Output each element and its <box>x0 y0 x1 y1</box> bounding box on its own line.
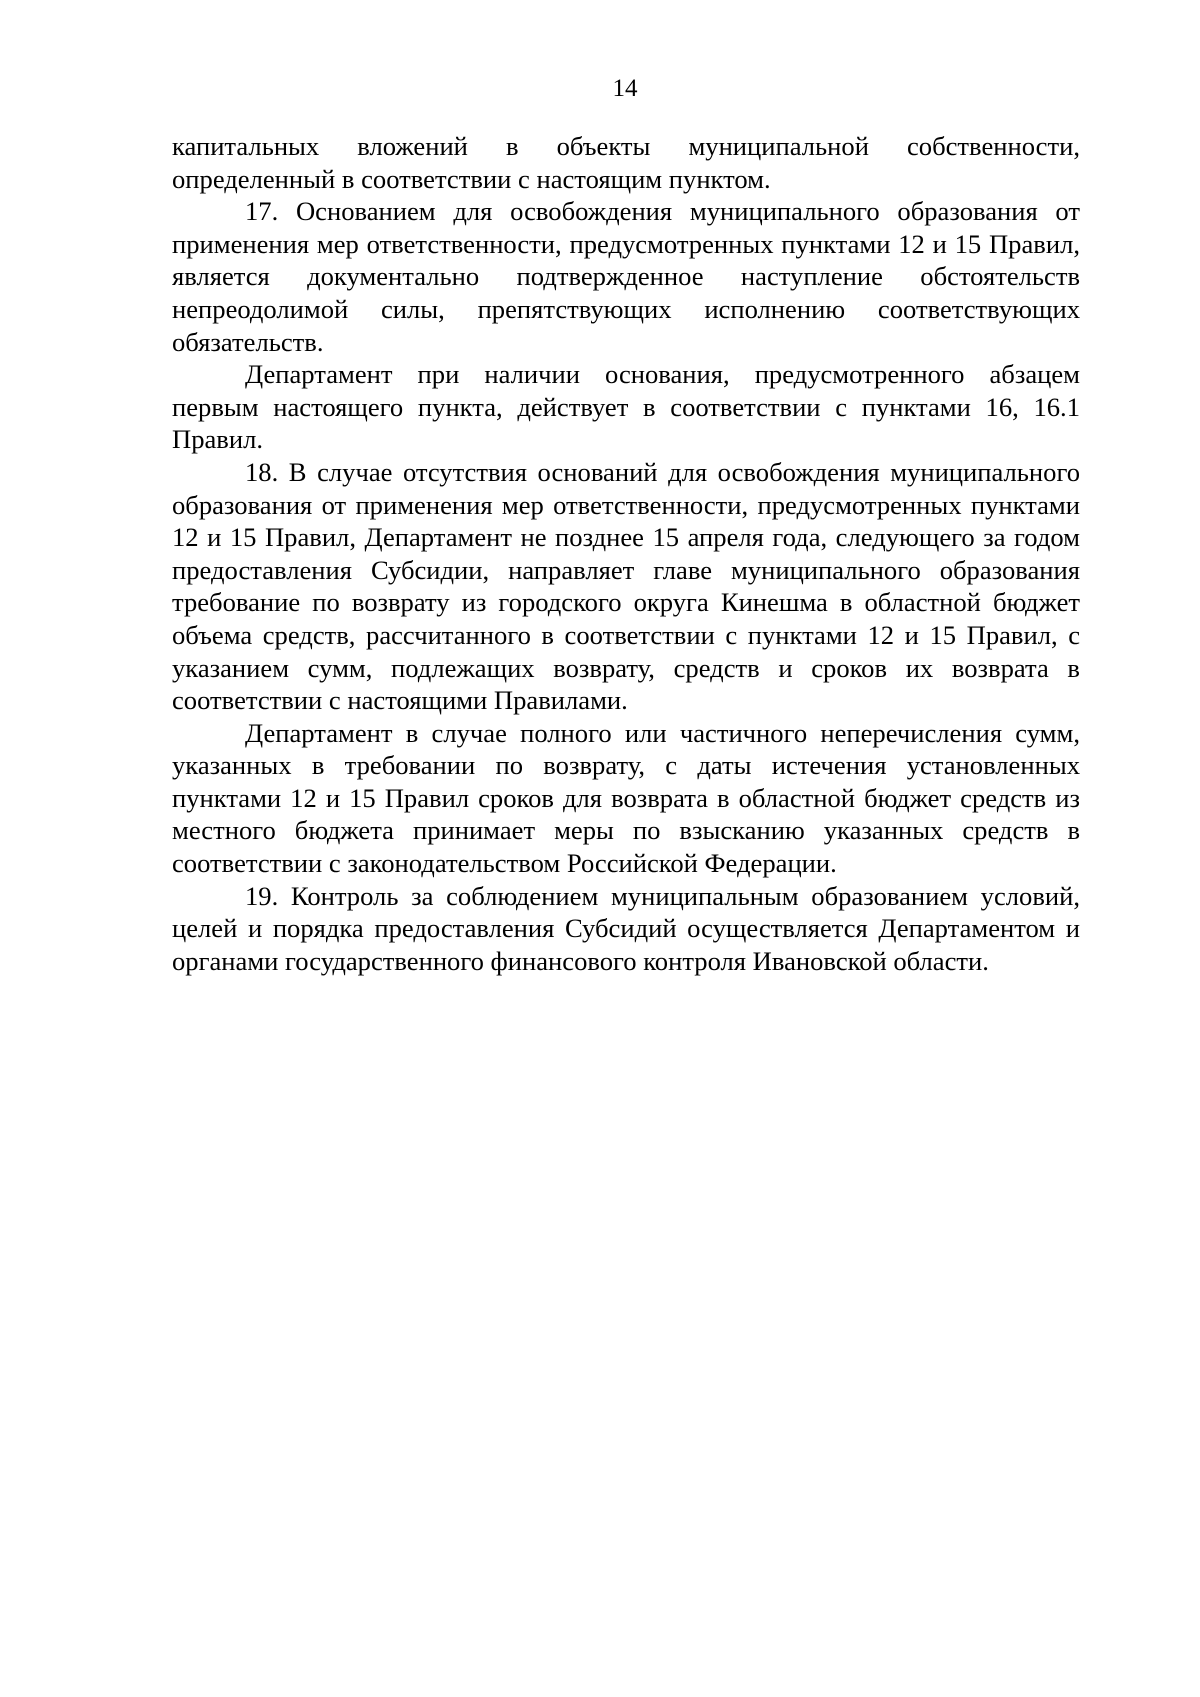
paragraph-department-action: Департамент при наличии основания, предусмотренного абзацем первым настоящего пункта, действует в соответствии с пунктами 16, 16.1 Правил. <box>172 359 1080 455</box>
paragraph-item-19: 19. Контроль за соблюдением муниципальным образованием условий, целей и порядка предоставления Субсидий осуществляется Департаментом и органами государственного финансового контроля Ивановской области. <box>172 880 1080 976</box>
paragraph-item-17: 17. Основанием для освобождения муниципального образования от применения мер ответственности, предусмотренных пунктами 12 и 15 Правил, является документально подтвержденное наступление обстоятельств непреодолимой силы, препятствующих исполнению соответствующих обязательств. <box>172 196 1080 357</box>
paragraph-recovery-measures: Департамент в случае полного или частичного неперечисления сумм, указанных в требовании по возврату, с даты истечения установленных пунктами 12 и 15 Правил сроков для возврата в областной бюджет средств из местного бюджета принимает меры по взысканию указанных средств в соответствии с законодательством Российской Федерации. <box>172 717 1080 879</box>
document-body <box>172 130 1080 977</box>
page-number: 14 <box>612 75 638 102</box>
paragraph-item-18: 18. В случае отсутствия оснований для освобождения муниципального образования от применения мер ответственности, предусмотренных пунктами 12 и 15 Правил, Департамент не позднее 15 апреля года, следующего за годом предоставления Субсидии, направляет главе муниципального образования требование по возврату из городского округа Кинешма в областной бюджет объема средств, рассчитанного в соответствии с пунктами 12 и 15 Правил, с указанием сумм, подлежащих возврату, средств и сроков их возврата в соответствии с настоящими Правилами. <box>172 456 1080 716</box>
paragraph-continuation: капитальных вложений в объекты муниципальной собственности, определенный в соответствии с настоящим пунктом. <box>172 131 1080 194</box>
